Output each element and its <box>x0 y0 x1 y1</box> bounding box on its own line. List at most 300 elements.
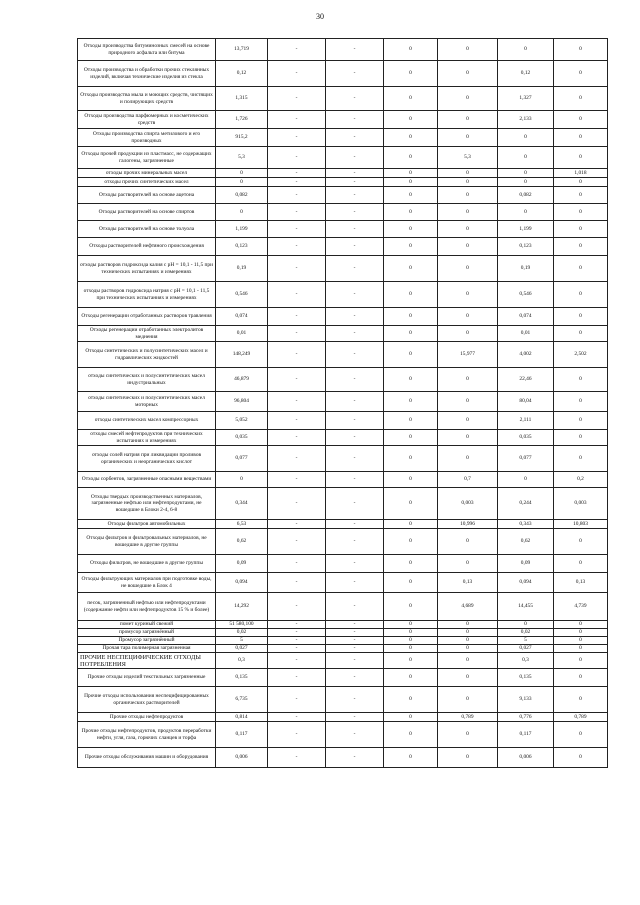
waste-name-cell: Отходы регенерации отработанных электролитов меднения <box>78 326 216 342</box>
value-cell: - <box>268 687 326 713</box>
value-cell: 0,62 <box>498 529 554 555</box>
value-cell: 0 <box>498 169 554 178</box>
waste-name-cell: отходы синтетических и полусинтетических масел моторных <box>78 392 216 412</box>
value-cell: - <box>268 446 326 472</box>
value-cell: 0,546 <box>498 282 554 308</box>
table-row <box>78 748 608 768</box>
value-cell: 0,117 <box>216 722 268 748</box>
value-cell: 0 <box>384 61 438 87</box>
value-cell: 0,135 <box>216 669 268 687</box>
value-cell: 1,726 <box>216 111 268 129</box>
value-cell: 0 <box>554 669 608 687</box>
value-cell: - <box>326 488 384 520</box>
value-cell: - <box>268 282 326 308</box>
value-cell: - <box>326 669 384 687</box>
value-cell: - <box>268 555 326 573</box>
value-cell: 0 <box>554 555 608 573</box>
value-cell: 0 <box>554 412 608 430</box>
value-cell: - <box>268 529 326 555</box>
value-cell: 5,3 <box>216 147 268 169</box>
value-cell: 0 <box>438 178 498 187</box>
value-cell: - <box>326 178 384 187</box>
value-cell: 0,789 <box>554 713 608 722</box>
table-row <box>78 129 608 147</box>
value-cell: - <box>268 430 326 446</box>
value-cell: 0,244 <box>498 488 554 520</box>
table-row <box>78 529 608 555</box>
value-cell: 22,46 <box>498 368 554 392</box>
value-cell: 1,199 <box>216 221 268 238</box>
value-cell: 0,077 <box>216 446 268 472</box>
value-cell: 0 <box>554 687 608 713</box>
value-cell: - <box>326 555 384 573</box>
value-cell: 1,199 <box>498 221 554 238</box>
value-cell: 0 <box>554 392 608 412</box>
value-cell: 0 <box>384 748 438 768</box>
table-row <box>78 111 608 129</box>
value-cell: 5,052 <box>216 412 268 430</box>
table-row <box>78 61 608 87</box>
waste-name-cell: Отходы фильтрующих материалов при подготовке воды, не вошедшие в Блок 4 <box>78 573 216 593</box>
value-cell: 0 <box>554 39 608 61</box>
waste-name-cell: Отходы производства спирта метилового и его производных <box>78 129 216 147</box>
value-cell: 0 <box>216 178 268 187</box>
value-cell: 0 <box>384 342 438 368</box>
value-cell: 0 <box>438 748 498 768</box>
value-cell: 0 <box>384 573 438 593</box>
value-cell: 0 <box>384 87 438 111</box>
value-cell: - <box>268 169 326 178</box>
value-cell: 0 <box>554 221 608 238</box>
value-cell: 0 <box>384 111 438 129</box>
waste-name-cell: Прочие отходы нефтепродуктов, продуктов переработки нефти, угля, газа, горючих сланцев и торфа <box>78 722 216 748</box>
table-row <box>78 430 608 446</box>
value-cell: - <box>326 169 384 178</box>
value-cell: 0,02 <box>216 629 268 637</box>
value-cell: 0 <box>554 722 608 748</box>
value-cell: 0 <box>554 326 608 342</box>
value-cell: - <box>326 368 384 392</box>
waste-name-cell: Отходы производства битуминозных смесей на основе природного асфальта или битума <box>78 39 216 61</box>
waste-name-cell: отходы растворов гидроксида натрия с pH = 10,1 - 11,5 при технических испытаниях и измерениях <box>78 282 216 308</box>
value-cell: - <box>326 687 384 713</box>
value-cell: 0,12 <box>216 61 268 87</box>
value-cell: 0,01 <box>216 326 268 342</box>
value-cell: 0 <box>438 392 498 412</box>
table-row <box>78 368 608 392</box>
value-cell: 0 <box>438 187 498 204</box>
value-cell: 13,719 <box>216 39 268 61</box>
waste-name-cell: отходы растворов гидроксида калия с pH = 10,1 - 11,5 при технических испытаниях и измерениях <box>78 256 216 282</box>
value-cell: 0 <box>554 621 608 629</box>
table-row <box>78 555 608 573</box>
value-cell: 0 <box>438 238 498 256</box>
value-cell: - <box>326 111 384 129</box>
value-cell: - <box>326 722 384 748</box>
value-cell: 0 <box>498 472 554 488</box>
value-cell: 0 <box>384 713 438 722</box>
value-cell: 0 <box>554 129 608 147</box>
table-row <box>78 488 608 520</box>
value-cell: - <box>268 39 326 61</box>
value-cell: 10,803 <box>554 520 608 529</box>
value-cell: 0,344 <box>216 488 268 520</box>
value-cell: 0 <box>554 446 608 472</box>
value-cell: 0 <box>554 748 608 768</box>
value-cell: - <box>268 61 326 87</box>
waste-name-cell: отходы синтетических масел компрессорных <box>78 412 216 430</box>
waste-name-cell: Отходы фильтров и фильтровальных материалов, не вошедшие в другие группы <box>78 529 216 555</box>
value-cell: 0 <box>554 653 608 669</box>
value-cell: 5 <box>498 637 554 645</box>
value-cell: 4,002 <box>498 342 554 368</box>
value-cell: - <box>326 430 384 446</box>
value-cell: 0 <box>384 621 438 629</box>
table-row <box>78 669 608 687</box>
value-cell: 0,01 <box>498 326 554 342</box>
value-cell: 0 <box>384 169 438 178</box>
table-row <box>78 39 608 61</box>
value-cell: 0 <box>438 687 498 713</box>
value-cell: 0 <box>384 629 438 637</box>
value-cell: 0,117 <box>498 722 554 748</box>
value-cell: - <box>268 238 326 256</box>
waste-name-cell: помет куриный свежий <box>78 621 216 629</box>
value-cell: 0,13 <box>554 573 608 593</box>
value-cell: 0 <box>498 621 554 629</box>
waste-name-cell: отходы солей натрия при ликвидации проливов органических и неорганических кислот <box>78 446 216 472</box>
value-cell: 0 <box>438 412 498 430</box>
value-cell: 0 <box>554 629 608 637</box>
value-cell: - <box>268 308 326 326</box>
value-cell: - <box>268 342 326 368</box>
value-cell: 0 <box>438 637 498 645</box>
value-cell: 0 <box>384 472 438 488</box>
value-cell: - <box>326 187 384 204</box>
value-cell: 0 <box>384 669 438 687</box>
waste-name-cell: Отходы регенерации отработанных растворов травления <box>78 308 216 326</box>
waste-name-cell: отходы смесей нефтепродуктов при технических испытаниях и измерениях <box>78 430 216 446</box>
value-cell: 6,735 <box>216 687 268 713</box>
value-cell: 0 <box>384 326 438 342</box>
value-cell: - <box>326 748 384 768</box>
value-cell: 0,003 <box>554 488 608 520</box>
value-cell: 0 <box>554 308 608 326</box>
value-cell: 14,292 <box>216 593 268 621</box>
table-row <box>78 446 608 472</box>
table-row <box>78 722 608 748</box>
value-cell: - <box>326 645 384 653</box>
value-cell: 1,315 <box>216 87 268 111</box>
value-cell: - <box>326 573 384 593</box>
waste-name-cell: промусор загрязнённый <box>78 629 216 637</box>
value-cell: - <box>326 593 384 621</box>
waste-name-cell: песок, загрязненный нефтью или нефтепродуктами (содержание нефти или нефтепродуктов 15 % и более) <box>78 593 216 621</box>
value-cell: - <box>326 129 384 147</box>
value-cell: - <box>326 342 384 368</box>
value-cell: 0 <box>498 129 554 147</box>
value-cell: - <box>326 653 384 669</box>
value-cell: 0 <box>554 529 608 555</box>
value-cell: 0 <box>498 147 554 169</box>
waste-name-cell: отходы синтетических и полусинтетических масел индустриальных <box>78 368 216 392</box>
value-cell: - <box>268 669 326 687</box>
waste-name-cell: ПРОЧИЕ НЕСПЕЦИФИЧЕСКИЕ ОТХОДЫ ПОТРЕБЛЕНИЯ <box>78 653 216 669</box>
value-cell: 0 <box>216 472 268 488</box>
value-cell: 1,018 <box>554 169 608 178</box>
value-cell: 9,133 <box>498 687 554 713</box>
value-cell: 0 <box>438 529 498 555</box>
value-cell: 0,035 <box>498 430 554 446</box>
table-row <box>78 238 608 256</box>
value-cell: - <box>268 637 326 645</box>
value-cell: 0,19 <box>216 256 268 282</box>
value-cell: 0 <box>384 488 438 520</box>
value-cell: 0 <box>384 430 438 446</box>
value-cell: 5 <box>216 637 268 645</box>
value-cell: 0 <box>438 430 498 446</box>
value-cell: 0 <box>554 368 608 392</box>
value-cell: 0 <box>554 637 608 645</box>
value-cell: - <box>326 520 384 529</box>
table-row <box>78 221 608 238</box>
value-cell: 0 <box>554 111 608 129</box>
value-cell: 0 <box>438 446 498 472</box>
table-row <box>78 573 608 593</box>
value-cell: 0 <box>438 256 498 282</box>
value-cell: 0 <box>384 520 438 529</box>
value-cell: - <box>268 645 326 653</box>
value-cell: 46,879 <box>216 368 268 392</box>
value-cell: 0,082 <box>498 187 554 204</box>
value-cell: 0,19 <box>498 256 554 282</box>
table-row <box>78 308 608 326</box>
value-cell: - <box>268 748 326 768</box>
value-cell: 0 <box>438 129 498 147</box>
table-row <box>78 87 608 111</box>
table-row <box>78 187 608 204</box>
value-cell: 0 <box>438 645 498 653</box>
table-row <box>78 412 608 430</box>
waste-name-cell: Прочие отходы использования неспецифицированных органических растворителей <box>78 687 216 713</box>
value-cell: 1,327 <box>498 87 554 111</box>
value-cell: 0 <box>554 87 608 111</box>
value-cell: - <box>268 147 326 169</box>
value-cell: 0 <box>384 368 438 392</box>
table-row <box>78 472 608 488</box>
value-cell: 0 <box>384 178 438 187</box>
value-cell: 0 <box>384 446 438 472</box>
table-row <box>78 256 608 282</box>
value-cell: 0 <box>384 593 438 621</box>
value-cell: 0 <box>554 187 608 204</box>
value-cell: 0 <box>438 722 498 748</box>
value-cell: 0 <box>384 238 438 256</box>
value-cell: - <box>268 722 326 748</box>
value-cell: - <box>268 129 326 147</box>
value-cell: 0,006 <box>216 748 268 768</box>
value-cell: 0 <box>498 178 554 187</box>
value-cell: 0 <box>438 308 498 326</box>
value-cell: - <box>268 412 326 430</box>
value-cell: 0,027 <box>498 645 554 653</box>
value-cell: - <box>268 368 326 392</box>
value-cell: 0 <box>438 87 498 111</box>
table-row <box>78 326 608 342</box>
value-cell: 0 <box>384 308 438 326</box>
value-cell: 0,09 <box>216 555 268 573</box>
value-cell: 0,02 <box>498 629 554 637</box>
value-cell: 0,12 <box>498 61 554 87</box>
value-cell: 915,2 <box>216 129 268 147</box>
table-row <box>78 282 608 308</box>
value-cell: 0 <box>438 204 498 221</box>
table-row <box>78 392 608 412</box>
value-cell: 0,814 <box>216 713 268 722</box>
table-row <box>78 520 608 529</box>
value-cell: 0,546 <box>216 282 268 308</box>
value-cell: 0 <box>438 629 498 637</box>
value-cell: 0,094 <box>216 573 268 593</box>
waste-name-cell: Отходы прочей продукции из пластмасс, не содержащих галогены, загрязненные <box>78 147 216 169</box>
waste-name-cell: Отходы фильтров автомобильных <box>78 520 216 529</box>
table-row <box>78 653 608 669</box>
waste-name-cell: Отходы растворителей нефтяного происхождения <box>78 238 216 256</box>
waste-name-cell: Отходы производства парфюмерных и косметических средств <box>78 111 216 129</box>
value-cell: - <box>326 221 384 238</box>
waste-name-cell: Прочие отходы обслуживания машин и оборудования <box>78 748 216 768</box>
value-cell: 0,343 <box>498 520 554 529</box>
value-cell: 0 <box>438 39 498 61</box>
value-cell: 0 <box>554 178 608 187</box>
value-cell: - <box>326 238 384 256</box>
value-cell: - <box>326 637 384 645</box>
value-cell: - <box>268 111 326 129</box>
value-cell: - <box>268 573 326 593</box>
value-cell: 0,035 <box>216 430 268 446</box>
waste-name-cell: отходы прочих минеральных масел <box>78 169 216 178</box>
value-cell: 0 <box>554 147 608 169</box>
waste-table <box>77 38 608 768</box>
waste-name-cell: Отходы производства мыла и моющих средств, чистящих и полирующих средств <box>78 87 216 111</box>
value-cell: 0 <box>554 282 608 308</box>
value-cell: 0 <box>438 326 498 342</box>
value-cell: 0 <box>384 39 438 61</box>
value-cell: - <box>268 653 326 669</box>
value-cell: 0,789 <box>438 713 498 722</box>
table-row <box>78 593 608 621</box>
value-cell: 0,123 <box>498 238 554 256</box>
value-cell: 0,3 <box>498 653 554 669</box>
value-cell: 0 <box>438 669 498 687</box>
table-row <box>78 645 608 653</box>
waste-name-cell: Прочая тара полимерная загрязненная <box>78 645 216 653</box>
value-cell: 0 <box>384 392 438 412</box>
value-cell: - <box>326 621 384 629</box>
value-cell: 0 <box>384 147 438 169</box>
value-cell: - <box>326 629 384 637</box>
value-cell: 0 <box>384 129 438 147</box>
table-row <box>78 637 608 645</box>
table-row <box>78 169 608 178</box>
value-cell: - <box>268 187 326 204</box>
waste-name-cell: Отходы производства и обработки прочих стеклянных изделий, включая технические изделия из стекла <box>78 61 216 87</box>
value-cell: - <box>326 446 384 472</box>
value-cell: 0,776 <box>498 713 554 722</box>
value-cell: - <box>268 713 326 722</box>
value-cell: 51 580,100 <box>216 621 268 629</box>
value-cell: 0 <box>554 256 608 282</box>
value-cell: 148,249 <box>216 342 268 368</box>
value-cell: 10,996 <box>438 520 498 529</box>
value-cell: - <box>326 529 384 555</box>
value-cell: 0 <box>438 221 498 238</box>
value-cell: 0 <box>384 645 438 653</box>
value-cell: - <box>326 282 384 308</box>
value-cell: - <box>268 472 326 488</box>
value-cell: 0,135 <box>498 669 554 687</box>
value-cell: 0 <box>384 204 438 221</box>
value-cell: 0,62 <box>216 529 268 555</box>
page-number: 30 <box>316 12 324 21</box>
value-cell: 6,53 <box>216 520 268 529</box>
value-cell: - <box>268 221 326 238</box>
value-cell: 0 <box>498 39 554 61</box>
value-cell: 2,502 <box>554 342 608 368</box>
table-row <box>78 687 608 713</box>
value-cell: 0 <box>438 169 498 178</box>
value-cell: - <box>326 326 384 342</box>
value-cell: 0,2 <box>554 472 608 488</box>
value-cell: - <box>326 256 384 282</box>
value-cell: 14,455 <box>498 593 554 621</box>
table-row <box>78 629 608 637</box>
value-cell: 2,111 <box>498 412 554 430</box>
table-row <box>78 178 608 187</box>
waste-name-cell: Отходы растворителей на основе спиртов <box>78 204 216 221</box>
value-cell: - <box>268 629 326 637</box>
value-cell: 0 <box>438 111 498 129</box>
waste-name-cell: Прочие отходы изделий текстильных загрязненные <box>78 669 216 687</box>
value-cell: 0,077 <box>498 446 554 472</box>
value-cell: - <box>326 39 384 61</box>
value-cell: - <box>268 520 326 529</box>
value-cell: 0 <box>498 204 554 221</box>
value-cell: 0 <box>554 430 608 446</box>
value-cell: 0,003 <box>438 488 498 520</box>
value-cell: 0,123 <box>216 238 268 256</box>
value-cell: 0,082 <box>216 187 268 204</box>
value-cell: 0,09 <box>498 555 554 573</box>
value-cell: 0 <box>554 238 608 256</box>
value-cell: 0 <box>384 187 438 204</box>
value-cell: 5,3 <box>438 147 498 169</box>
value-cell: 0,074 <box>216 308 268 326</box>
value-cell: - <box>268 87 326 111</box>
value-cell: 0 <box>438 621 498 629</box>
value-cell: 4,739 <box>554 593 608 621</box>
value-cell: 15,977 <box>438 342 498 368</box>
value-cell: - <box>268 593 326 621</box>
value-cell: - <box>268 256 326 282</box>
value-cell: - <box>326 412 384 430</box>
value-cell: 0 <box>384 412 438 430</box>
value-cell: 0,094 <box>498 573 554 593</box>
value-cell: 96,804 <box>216 392 268 412</box>
value-cell: 0 <box>384 282 438 308</box>
table-row <box>78 147 608 169</box>
table-row <box>78 713 608 722</box>
